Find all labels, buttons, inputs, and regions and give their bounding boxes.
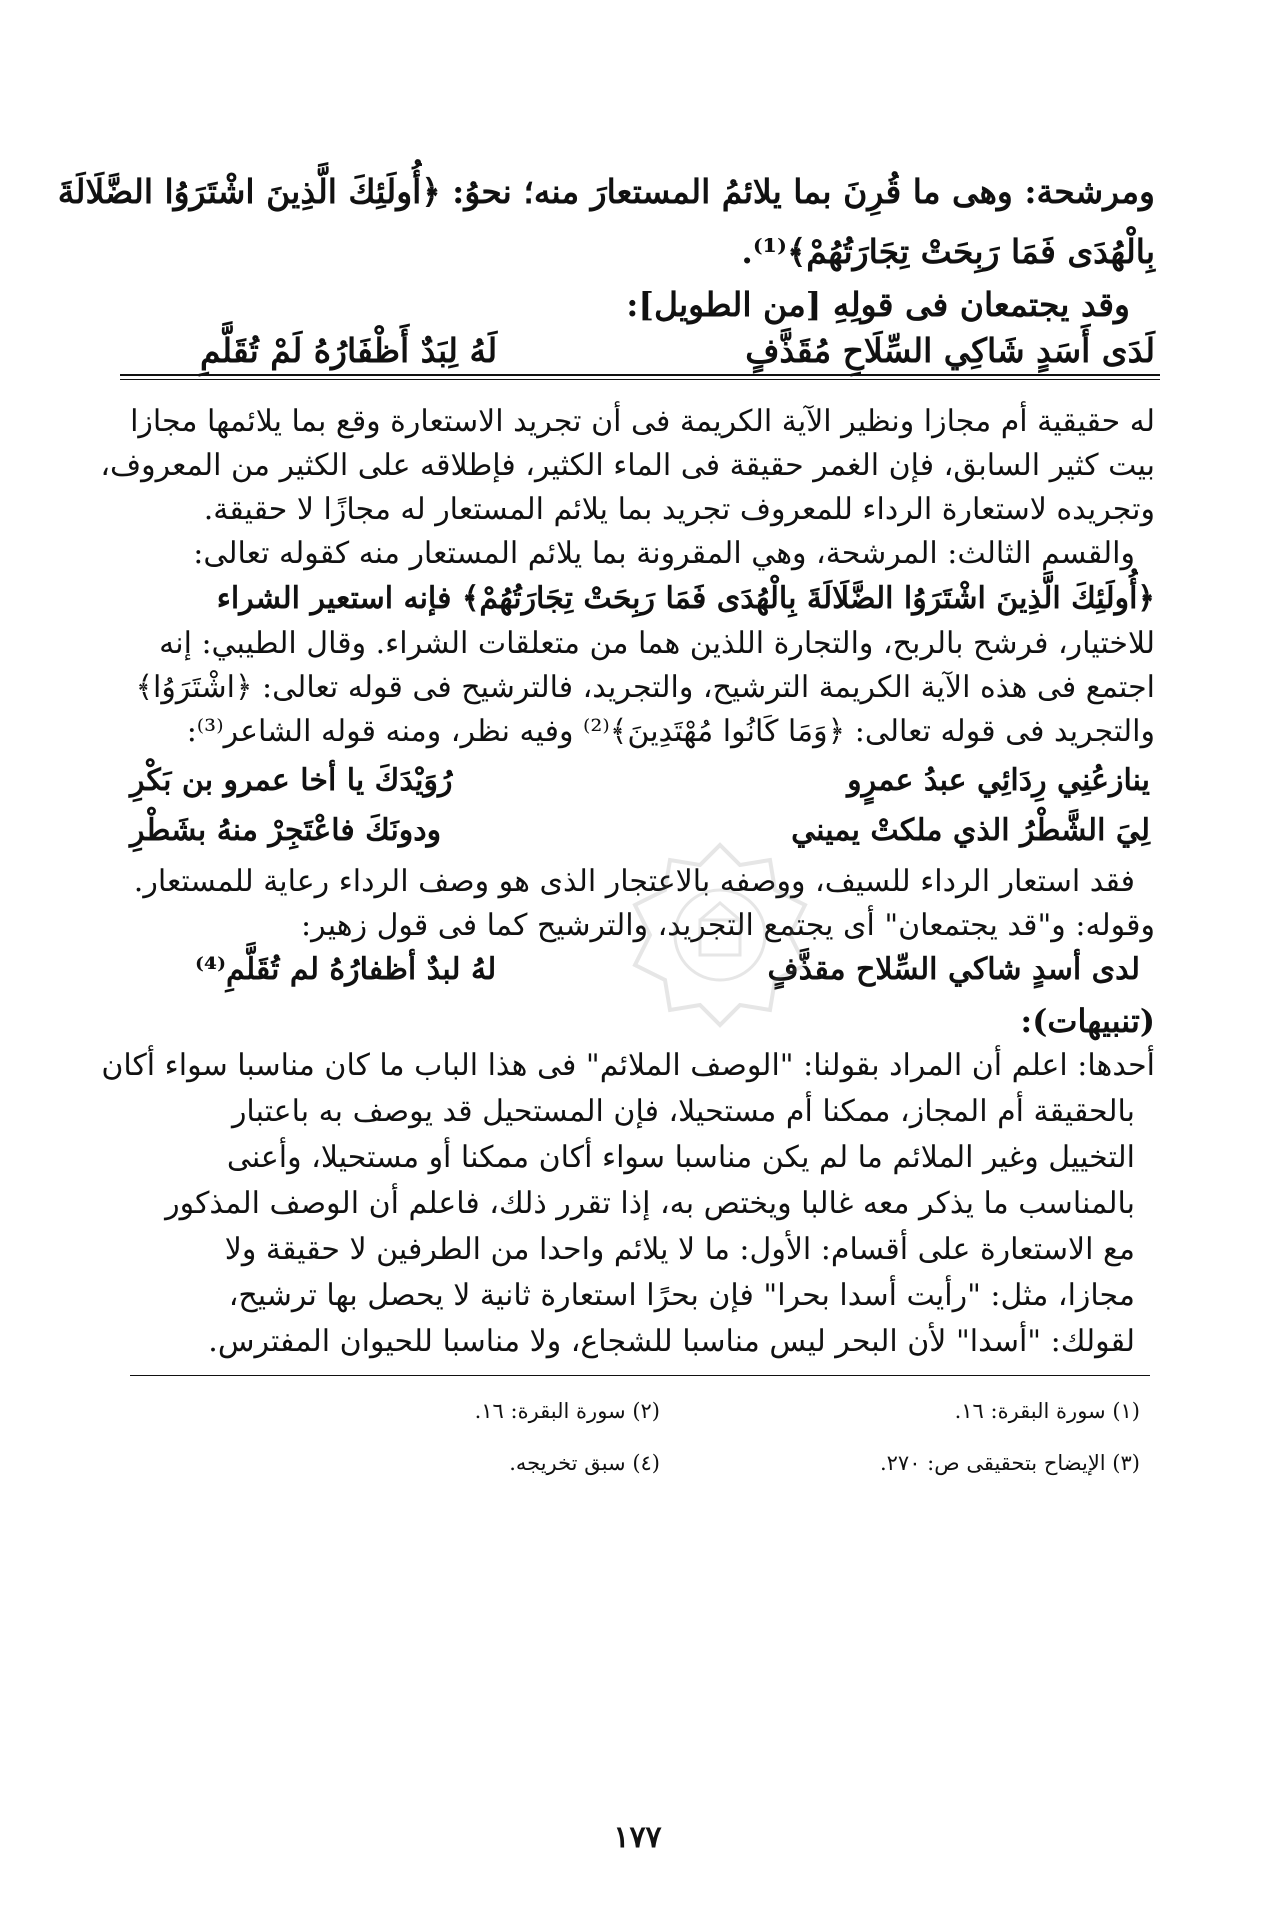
footnote-4: (٤) سبق تخريجه. (509, 1451, 660, 1475)
verse-line (200, 325, 1155, 377)
library-stamp-watermark (620, 835, 820, 1035)
commentary-line: بالمناسب ما يذكر معه غالبا ويختص به، إذا تقرر ذلك، فاعلم أن الوصف المذكور (165, 1186, 1135, 1221)
commentary-line: أحدها: اعلم أن المراد بقولنا: "الوصف الملائم" فى هذا الباب ما كان مناسبا سواء أكان (101, 1048, 1155, 1083)
footnote-2: (٢) سورة البقرة: ١٦. (474, 1399, 660, 1423)
commentary-line: وقوله: و"قد يجتمعان" أى يجتمع التجريد، والترشيح كما فى قول زهير: (301, 908, 1155, 943)
poem-hemistich-right: لدى أسدٍ شاكي السِّلاح مقذَّفٍ (767, 952, 1140, 987)
footnote-separator (130, 1375, 1150, 1376)
poem-hemistich-left: لهُ لبدٌ أظفارُهُ لم تُقَلَّمِ⁽⁴⁾ (195, 952, 497, 987)
separator-rule (120, 374, 1160, 376)
poem-hemistich-right: لِيَ الشَّطْرُ الذي ملكتْ يميني (791, 813, 1150, 848)
commentary-line: مع الاستعارة على أقسام: الأول: ما لا يلائم واحدا من الطرفين لا حقيقة ولا (224, 1232, 1135, 1267)
footnote-1: (١) سورة البقرة: ١٦. (954, 1399, 1140, 1423)
poem-verse (130, 757, 1150, 805)
section-heading: (تنبيهات): (1020, 1002, 1155, 1040)
main-text-line: ومرشحة: وهى ما قُرِنَ بما يلائمُ المستعارَ منه؛ نحوُ: ﴿أُولَئِكَ الَّذِينَ اشْتَرَوُا الضَّلَالَةَ (57, 172, 1155, 211)
separator-rule (120, 379, 1160, 380)
poem-hemistich-left: رُوَيْدَكَ يا أخا عمرو بن بَكْرِ (130, 763, 453, 798)
commentary-line: التخييل وغير الملائم ما لم يكن مناسبا سواء أكان ممكنا أو مستحيلا، وأعنى (226, 1140, 1135, 1175)
main-text-line: بِالْهُدَى فَمَا رَبِحَتْ تِجَارَتُهُمْ﴾⁽¹⁾. (741, 232, 1155, 271)
footnote-3: (٣) الإيضاح بتحقيقى ص: ٢٧٠. (879, 1451, 1140, 1475)
poem-hemistich-left: ودونَكَ فاعْتَجِرْ منهُ بشَطْرِ (130, 813, 442, 848)
verse-intro: وقد يجتمعان فى قولِهِ [من الطويل]: (626, 285, 1130, 324)
commentary-line: للاختيار، فرشح بالربح، والتجارة اللذين هما من متعلقات الشراء. وقال الطيبي: إنه (159, 626, 1155, 661)
poem-hemistich-right: ينازعُنِي رِدَائِي عبدُ عمرٍو (847, 763, 1150, 798)
commentary-line: بيت كثير السابق، فإن الغمر حقيقة فى الماء الكثير، فإطلاقه على الكثير من المعروف، (100, 448, 1155, 483)
commentary-line: بالحقيقة أم المجاز، ممكنا أم مستحيلا، فإن المستحيل قد يوصف به باعتبار (231, 1094, 1135, 1129)
verse-hemistich-right: لَدَى أَسَدٍ شَاكِي السِّلَاحِ مُقَذَّفٍ (745, 331, 1155, 370)
commentary-line: لقولك: "أسدا" لأن البحر ليس مناسبا للشجاع، ولا مناسبا للحيوان المفترس. (208, 1324, 1135, 1359)
commentary-line: وتجريده لاستعارة الرداء للمعروف تجريد بما يلائم المستعار له مجازًا لا حقيقة. (203, 492, 1155, 527)
commentary-line: والتجريد فى قوله تعالى: ﴿وَمَا كَانُوا مُهْتَدِينَ﴾⁽²⁾ وفيه نظر، ومنه قوله الشاعر⁽³⁾: (186, 714, 1155, 749)
commentary-line: ﴿أُولَئِكَ الَّذِينَ اشْتَرَوُا الضَّلَالَةَ بِالْهُدَى فَمَا رَبِحَتْ تِجَارَتُهُمْ﴾ فإنه استعير الشراء (216, 581, 1155, 616)
verse-hemistich-left: لَهُ لِبَدٌ أَظْفَارُهُ لَمْ تُقَلَّمِ (200, 331, 498, 370)
commentary-line: اجتمع فى هذه الآية الكريمة الترشيح، والتجريد، فالترشيح فى قوله تعالى: ﴿اشْتَرَوُا﴾ (135, 670, 1155, 705)
commentary-line: فقد استعار الرداء للسيف، ووصفه بالاعتجار الذى هو وصف الرداء رعاية للمستعار. (133, 864, 1135, 899)
commentary-line: له حقيقية أم مجازا ونظير الآية الكريمة فى أن تجريد الاستعارة وقع بما يلائمها مجازا (130, 404, 1155, 439)
page-number: ١٧٧ (613, 1820, 662, 1855)
commentary-line: والقسم الثالث: المرشحة، وهي المقرونة بما يلائم المستعار منه كقوله تعالى: (193, 536, 1135, 571)
commentary-line: مجازا، مثل: "رأيت أسدا بحرا" فإن بحرًا استعارة ثانية لا يحصل بها ترشيح، (228, 1278, 1135, 1313)
